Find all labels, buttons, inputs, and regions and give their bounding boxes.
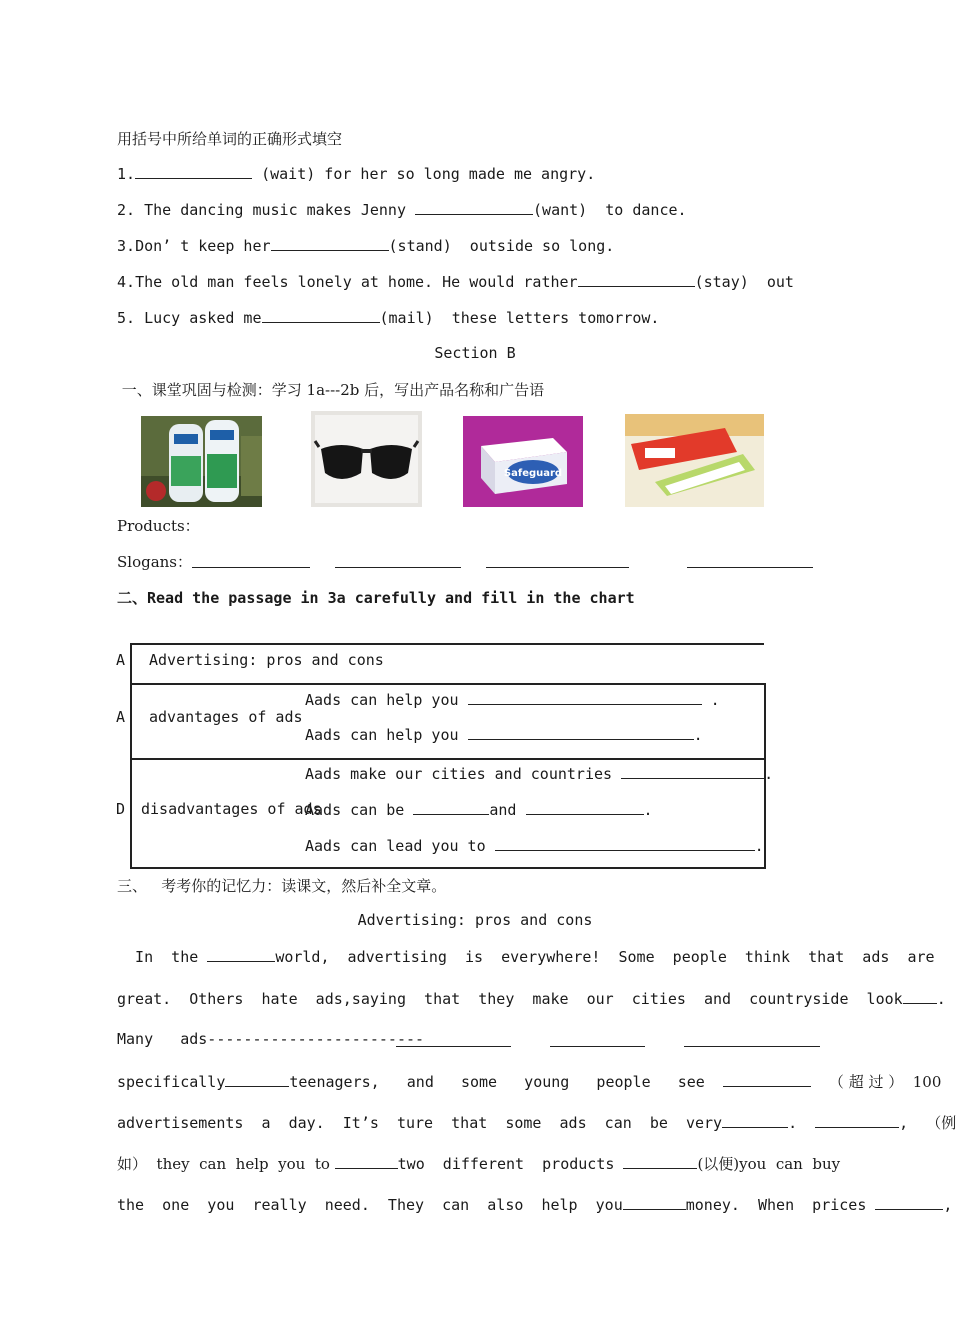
disadvantage-line-1: Aads make our cities and countries .: [305, 765, 774, 783]
passage-line-5: advertisements a day. It’s ture that some ads can be very . , （例: [117, 1114, 956, 1132]
row-marker: A: [116, 651, 126, 669]
slogan-blank-4[interactable]: [687, 553, 813, 568]
answer-blank[interactable]: [550, 1032, 645, 1047]
passage-line-7: the one you really need. They can also help you money. When prices ,: [117, 1196, 953, 1214]
shampoo-bottles-image: [141, 416, 262, 507]
section-heading: Section B: [434, 344, 516, 362]
answer-blank[interactable]: [271, 236, 389, 251]
exercise-title: 用括号中所给单词的正确形式填空: [117, 130, 343, 148]
answer-blank[interactable]: [684, 1032, 820, 1047]
answer-blank[interactable]: [722, 1113, 788, 1128]
answer-blank[interactable]: [526, 800, 644, 815]
exercise-item-1: 1. (wait) for her so long made me angry.: [117, 165, 596, 183]
answer-blank[interactable]: [623, 1195, 686, 1210]
answer-blank[interactable]: [903, 989, 937, 1004]
answer-blank[interactable]: [396, 1032, 511, 1047]
advantages-label: advantages of ads: [149, 708, 303, 726]
answer-blank[interactable]: [415, 200, 533, 215]
answer-blank[interactable]: [413, 800, 489, 815]
answer-blank[interactable]: [468, 690, 702, 705]
answer-blank[interactable]: [578, 272, 695, 287]
pros-cons-table: [130, 643, 774, 869]
answer-blank[interactable]: [207, 947, 275, 962]
row-marker: D: [116, 800, 126, 818]
answer-blank[interactable]: [621, 764, 764, 779]
toothpaste-image: [625, 414, 764, 507]
answer-blank[interactable]: [135, 164, 252, 179]
slogan-blank-2[interactable]: [335, 553, 461, 568]
passage-line-6: 如） they can help you to two different products (以便)you can buy: [117, 1155, 841, 1173]
answer-blank[interactable]: [875, 1195, 943, 1210]
answer-blank[interactable]: [815, 1113, 899, 1128]
passage-line-3: Many ads------------------------: [117, 1030, 425, 1048]
soap-brand-label: Safeguard: [503, 468, 563, 479]
products-label: Products：: [117, 517, 200, 535]
answer-blank[interactable]: [623, 1154, 697, 1169]
disadvantage-line-3: Aads can lead you to .: [305, 837, 764, 855]
passage-line-2: great. Others hate ads,saying that they make our cities and countryside look .: [117, 990, 946, 1008]
answer-blank[interactable]: [335, 1154, 398, 1169]
disadvantage-line-2: Aads can be and .: [305, 801, 653, 819]
exercise-item-3: 3.Don’ t keep her (stand) outside so long.: [117, 237, 615, 255]
slogan-blank-1[interactable]: [192, 553, 310, 568]
part3-title: 三、 考考你的记忆力：读课文，然后补全文章。: [117, 877, 447, 895]
passage-title: Advertising: pros and cons: [357, 911, 593, 929]
passage-line-4: specifically teenagers, and some young people see （ 超 过 ） 100: [117, 1073, 942, 1091]
advantage-line-1: Aads can help you .: [305, 691, 720, 709]
part2-title: 二、Read the passage in 3a carefully and fill in the chart: [117, 589, 635, 607]
answer-blank[interactable]: [262, 308, 380, 323]
row-marker: A: [116, 708, 126, 726]
answer-blank[interactable]: [225, 1072, 289, 1087]
slogan-blank-3[interactable]: [486, 553, 629, 568]
part1-title: 一、课堂巩固与检测：学习 1a---2b 后，写出产品名称和广告语: [117, 381, 545, 399]
table-header: Advertising: pros and cons: [149, 651, 384, 669]
safeguard-soap-image: [463, 416, 583, 507]
answer-blank[interactable]: [468, 725, 694, 740]
passage-line-1: In the world, advertising is everywhere! Some people think that ads are: [117, 948, 935, 966]
sunglasses-image: [311, 411, 422, 507]
answer-blank[interactable]: [723, 1072, 811, 1087]
advantage-line-2: Aads can help you .: [305, 726, 703, 744]
exercise-item-5: 5. Lucy asked me (mail) these letters tomorrow.: [117, 309, 660, 327]
exercise-item-2: 2. The dancing music makes Jenny (want) to dance.: [117, 201, 687, 219]
answer-blank[interactable]: [495, 836, 755, 851]
slogans-row: Slogans：: [117, 553, 193, 571]
exercise-item-4: 4.The old man feels lonely at home. He would rather (stay) out: [117, 273, 794, 291]
disadvantages-label: disadvantages of ads: [141, 800, 322, 818]
